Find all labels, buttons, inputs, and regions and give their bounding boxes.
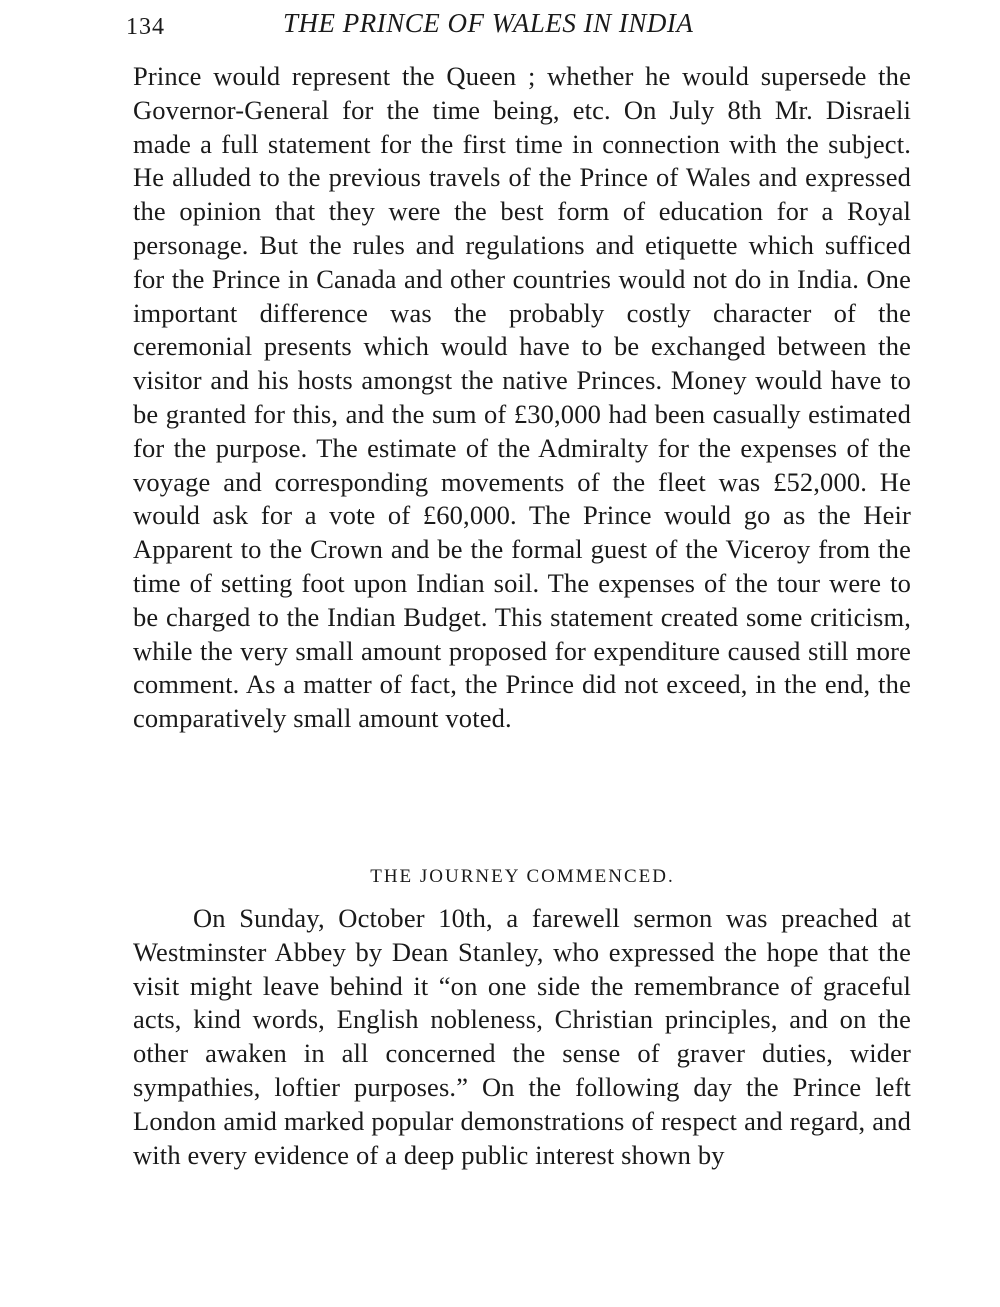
paragraph-journey: On Sunday, October 10th, a farewell sermon was preached at Westminster Abbey by Dean Stanley, who expressed the hope that the visit might leave behind it “on one side the remembrance of graceful acts, kind words, English nobleness, Christian principles, and on the other awaken in all concerned the sense of graver duties, wider sympathies, loftier purposes.” On the following day the Prince left London amid marked popular demonstrations of respect and regard, and with every evidence of a deep public interest shown by [133, 903, 911, 1170]
body-text-lower [133, 902, 911, 1172]
running-head [120, 8, 920, 48]
paragraph-continued: Prince would represent the Queen ; whether he would supersede the Governor-General for the time being, etc. On July 8th Mr. Disraeli made a full statement for the first time in connection with the subject. He alluded to the previous travels of the Prince of Wales and expressed the opinion that they were the best form of education for a Royal personage. But the rules and regulations and etiquette which sufficed for the Prince in Canada and other countries would not do in India. One important difference was the probably costly character of the ceremonial presents which would have to be exchanged between the visitor and his hosts amongst the native Princes. Money would have to be granted for this, and the sum of £30,000 had been casually estimated for the purpose. The estimate of the Admiralty for the expenses of the voyage and corresponding movements of the fleet was £52,000. He would ask for a vote of £60,000. The Prince would go as the Heir Apparent to the Crown and be the formal guest of the Viceroy from the time of setting foot upon Indian soil. The expenses of the tour were to be charged to the Indian Budget. This statement created some criticism, while the very small amount proposed for expenditure caused still more comment. As a matter of fact, the Prince did not exceed, in the end, the comparatively small amount voted. [133, 61, 911, 734]
section-heading: THE JOURNEY COMMENCED. [370, 866, 675, 887]
page-number: 134 [126, 14, 165, 40]
body-text-upper [133, 60, 911, 736]
running-title: THE PRINCE OF WALES IN INDIA [283, 8, 694, 38]
